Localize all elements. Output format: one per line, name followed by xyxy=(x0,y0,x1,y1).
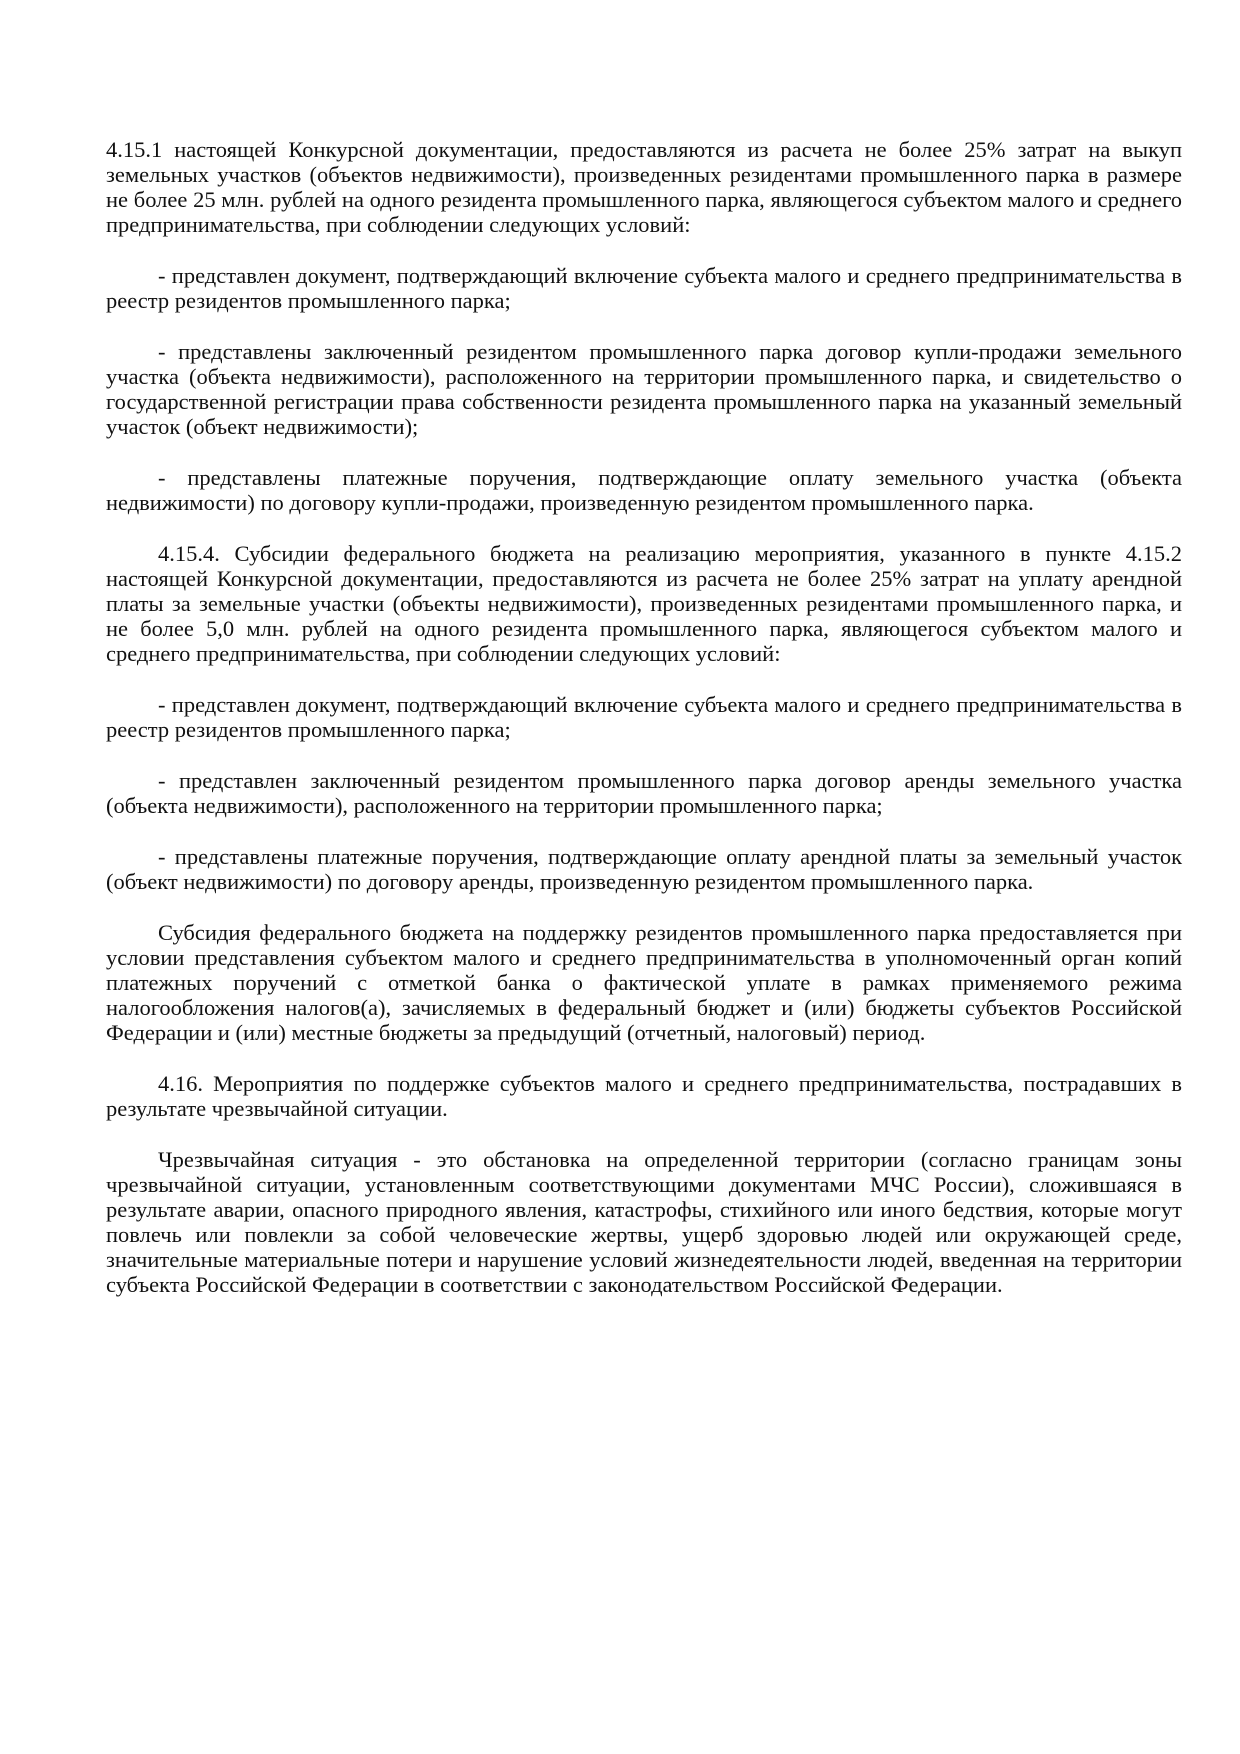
condition-item-registry-inclusion: - представлен документ, подтверждающий включение субъекта малого и среднего предпринимательства в реестр резидентов промышленного парка; xyxy=(106,263,1182,313)
condition-item-registry-inclusion-lease: - представлен документ, подтверждающий включение субъекта малого и среднего предпринимательства в реестр резидентов промышленного парка; xyxy=(106,692,1182,742)
paragraph-4-15-1-continuation: 4.15.1 настоящей Конкурсной документации, предоставляются из расчета не более 25% затрат на выкуп земельных участков (объектов недвижимости), произведенных резидентами промышленного парка в размере не более 25 млн. рублей на одного резидента промышленного парка, являющегося субъектом малого и среднего предпринимательства, при соблюдении следующих условий: xyxy=(106,137,1182,237)
paragraph-4-15-4: 4.15.4. Субсидии федерального бюджета на реализацию мероприятия, указанного в пункте 4.15.2 настоящей Конкурсной документации, предоставляются из расчета не более 25% затрат на уплату арендной платы за земельные участки (объекты недвижимости), произведенных резидентами промышленного парка, и не более 5,0 млн. рублей на одного резидента промышленного парка, являющегося субъектом малого и среднего предпринимательства, при соблюдении следующих условий: xyxy=(106,541,1182,666)
condition-item-payment-orders-lease: - представлены платежные поручения, подтверждающие оплату арендной платы за земельный участок (объект недвижимости) по договору аренды, произведенную резидентом промышленного парка. xyxy=(106,844,1182,894)
paragraph-4-16: 4.16. Мероприятия по поддержке субъектов малого и среднего предпринимательства, пострадавших в результате чрезвычайной ситуации. xyxy=(106,1071,1182,1121)
paragraph-subsidy-condition: Субсидия федерального бюджета на поддержку резидентов промышленного парка предоставляется при условии представления субъектом малого и среднего предпринимательства в уполномоченный орган копий платежных поручений с отметкой банка о фактической уплате в рамках применяемого режима налогообложения налогов(а), зачисляемых в федеральный бюджет и (или) бюджеты субъектов Российской Федерации и (или) местные бюджеты за предыдущий (отчетный, налоговый) период. xyxy=(106,920,1182,1045)
condition-item-payment-orders-purchase: - представлены платежные поручения, подтверждающие оплату земельного участка (объекта недвижимости) по договору купли-продажи, произведенную резидентом промышленного парка. xyxy=(106,465,1182,515)
condition-item-purchase-contract: - представлены заключенный резидентом промышленного парка договор купли-продажи земельного участка (объекта недвижимости), расположенного на территории промышленного парка, и свидетельство о государственной регистрации права собственности резидента промышленного парка на указанный земельный участок (объект недвижимости); xyxy=(106,339,1182,439)
condition-item-lease-contract: - представлен заключенный резидентом промышленного парка договор аренды земельного участка (объекта недвижимости), расположенного на территории промышленного парка; xyxy=(106,768,1182,818)
document-page xyxy=(106,137,1182,1323)
paragraph-emergency-definition: Чрезвычайная ситуация - это обстановка на определенной территории (согласно границам зоны чрезвычайной ситуации, установленным соответствующими документами МЧС России), сложившаяся в результате аварии, опасного природного явления, катастрофы, стихийного или иного бедствия, которые могут повлечь или повлекли за собой человеческие жертвы, ущерб здоровью людей или окружающей среде, значительные материальные потери и нарушение условий жизнедеятельности людей, введенная на территории субъекта Российской Федерации в соответствии с законодательством Российской Федерации. xyxy=(106,1147,1182,1297)
